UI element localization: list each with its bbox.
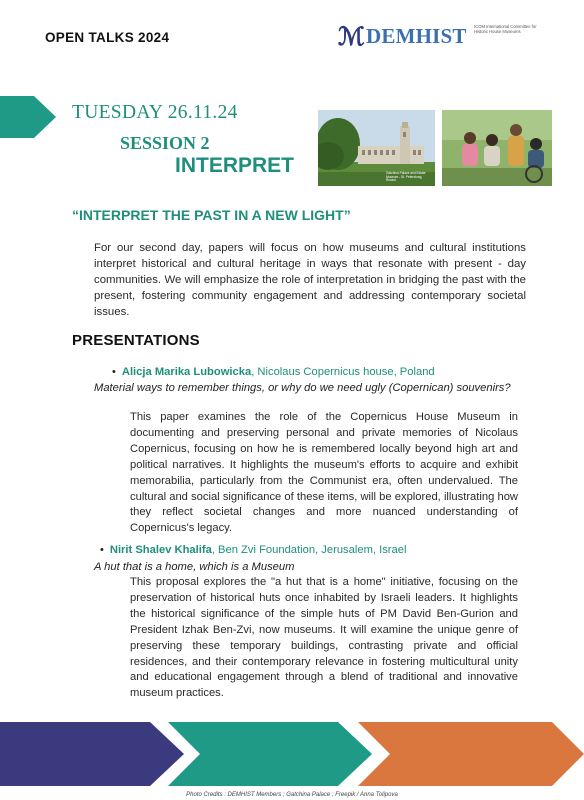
- footer-arrow-band: [0, 720, 584, 786]
- presentation-speaker-line: [100, 544, 406, 556]
- paper-title: Material ways to remember things, or why do we need ugly (Copernican) souvenirs?: [94, 382, 511, 394]
- footer-arrow-teal: [168, 722, 372, 786]
- speaker-affiliation: , Ben Zvi Foundation, Jerusalem, Israel: [211, 544, 407, 556]
- people-image: [442, 110, 552, 186]
- presentation-speaker-line: [112, 366, 435, 378]
- paper-abstract: This proposal explores the "a hut that is a home" initiative, focusing on the preservation of historical huts once inhabited by Israeli leaders. It highlights the historical significance of the simple huts of PM David Ben-Gurion and President Izhak Ben-Zvi, now museums. It will examine the unique genre of preserving these temporary buildings, contrasting private and official residences, and their contemporary relevance in fostering multicultural unity and educational engagement through a blend of traditional and innovative museum practices.: [130, 576, 518, 700]
- palace-photo: [318, 110, 435, 186]
- presentations-heading: PRESENTATIONS: [72, 332, 200, 349]
- photo-caption: Gatchina Palace and Estate Museum - St. Petersburg, Russia: [386, 171, 426, 183]
- header-arrow-shape: [0, 96, 60, 138]
- session-label: SESSION 2: [120, 133, 210, 153]
- speaker-name: Nirit Shalev Khalifa: [109, 544, 212, 556]
- bullet: •: [100, 544, 104, 556]
- session-date: TUESDAY 26.11.24: [72, 102, 238, 123]
- session-quote: “INTERPRET THE PAST IN A NEW LIGHT”: [72, 207, 351, 223]
- intro-paragraph: For our second day, papers will focus on how museums and cultural institutions interpret historical and cultural heritage in ways that resonate with present - day communities. We will emphasize the role of interpretation in bridging the past with the present, fostering community engagement and addressing contemporary societal issues.: [94, 242, 526, 318]
- paper-title: A hut that is a home, which is a Museum: [94, 561, 295, 573]
- paper-abstract: This paper examines the role of the Copernicus House Museum in documenting and preserving personal and private memories of Nicolaus Copernicus, focusing on how he is remembered locally beyond high art and political narratives. It highlights the museum's efforts to acquire and exhibit memorabilia, particularly from the Communist era, often undervalued. The cultural and social significance of these items, will be explored, illustrating how they reflect societal changes and more nuanced understanding of Copernicus's legacy.: [130, 411, 518, 535]
- speaker-name: Alicja Marika Lubowicka: [121, 366, 252, 378]
- photo-credits: Photo Credits : DEMHIST Members ; Gatchina Palace ; Freepik / Anna Tolipova: [186, 792, 398, 798]
- bullet: •: [112, 366, 116, 378]
- footer-arrow-orange: [358, 722, 584, 786]
- event-title: OPEN TALKS 2024: [45, 30, 170, 45]
- logo-mark: ℳ: [338, 24, 362, 51]
- people-photo: [442, 110, 552, 186]
- footer-arrow-navy: [0, 722, 184, 786]
- demhist-logo: [338, 20, 558, 54]
- logo-subtitle: ICOM International Committee for Historic House Museums: [474, 24, 537, 34]
- speaker-affiliation: , Nicolaus Copernicus house, Poland: [251, 366, 435, 378]
- logo-name: DEMHIST: [366, 24, 467, 48]
- session-theme: INTERPRET: [175, 154, 295, 177]
